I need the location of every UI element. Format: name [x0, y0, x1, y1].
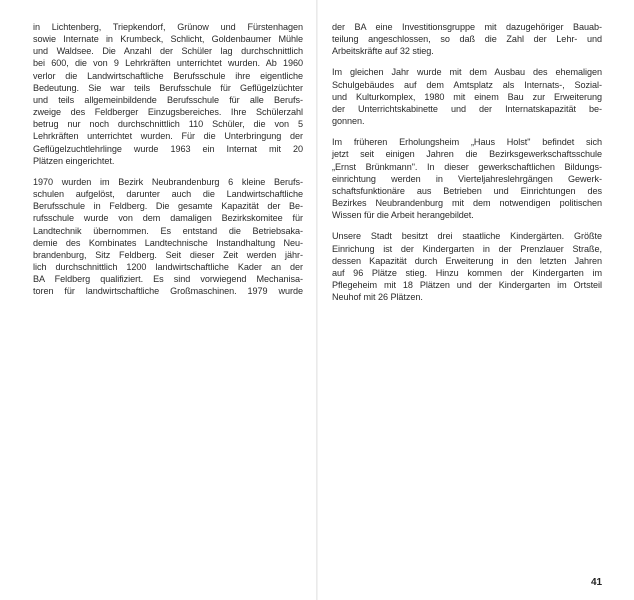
text-line: schaftsfunktionäre aus Betrieben und Einrichtungen des: [332, 185, 602, 196]
page-fold: [316, 0, 318, 600]
text-line: zweige des Feldberger Einzugsbereiches. Ihre Schülerzahl: [33, 107, 303, 118]
text-line: Einrichung ist der Kindergarten in der Prenzlauer Straße,: [332, 243, 602, 254]
text-line: rufsschule wurde von dem damaligen Bezirkskomitee für: [33, 213, 303, 224]
text-line: Plätzen eingerichtet.: [33, 155, 115, 166]
text-line: brandenburg, Sitz Feldberg. Seit dieser Zeit werden jähr-: [33, 249, 303, 260]
text-line: Bedeutung. Sie war teils Berufsschule für Geflügelzüchter: [33, 82, 303, 93]
text-line: lich durchschnittlich 1200 landwirtschaftliche Kader an der: [33, 261, 303, 272]
text-line: gonnen.: [332, 116, 365, 127]
text-line: in Lichtenberg, Triepkendorf, Grünow und Fürstenhagen: [33, 22, 303, 32]
text-line: Arbeitskräfte auf 32 stieg.: [332, 46, 434, 57]
text-line: „Ernst Brünkmann". In dieser gewerkschaftlichen Bildungs-: [332, 161, 602, 172]
text-line: Landtechnik übernommen. Es entstand die Betriebsaka-: [33, 225, 303, 236]
text-line: Berufsschule in Feldberg. Die gesamte Kapazität der Be-: [33, 201, 303, 212]
text-line: betrug nur noch durchschnittlich 110 Schüler, die von 5: [33, 119, 303, 130]
text-line: verlor die Landwirtschaftliche Berufsschule ihre eigentliche: [33, 70, 303, 81]
text-line: demie des Kombinates Landtechnische Instandhaltung Neu-: [33, 237, 303, 248]
text-line: der Unterrichtskabinette und der Internatskapazität be-: [332, 103, 602, 114]
text-line: Lehrkräften unterrichtet wurden. Für die Unterbringung der: [33, 131, 303, 142]
text-line: Wissen für die Arbeit herangebildet.: [332, 210, 474, 221]
text-line: Im gleichen Jahr wurde mit dem Ausbau des ehemaligen: [332, 67, 602, 78]
paragraph-internate-berufsschule: [33, 21, 303, 167]
paragraph-gewerkschaftsschule: [332, 136, 602, 221]
text-line: toren für landwirtschaftliche Großmaschinen. 1979 wurde: [33, 286, 303, 297]
text-line: und teils allgemeinbildende Berufsschule für alle Berufs-: [33, 94, 303, 105]
paragraph-schulgebaeude: [332, 66, 602, 127]
text-line: der BA eine Investitionsgruppe mit dazugehöriger Bauab-: [332, 22, 602, 32]
text-line: sowie Internate in Krumbeck, Schlicht, Goldenbaumer Mühle: [33, 34, 303, 45]
page-number: 41: [591, 577, 603, 588]
text-line: einrichtung werden in Vierteljahreslehrgängen Gewerk-: [332, 173, 602, 184]
paragraph-kindergaerten: [332, 230, 602, 303]
paragraph-investitionsgruppe: [332, 21, 602, 57]
text-line: bei 600, die von 9 Lehrkräften unterrichtet wurden. Ab 1960: [33, 58, 303, 69]
text-line: auf 96 Plätze stieg. Hinzu kommen der Kindergarten im: [332, 267, 602, 278]
right-column: [332, 21, 602, 312]
text-line: Unsere Stadt besitzt drei staatliche Kindergärten. Größte: [332, 231, 602, 242]
left-column: [33, 21, 303, 306]
paragraph-betriebsakademie: [33, 176, 303, 298]
text-line: jetzt seit einigen Jahren die Bezirksgewerkschaftsschule: [332, 149, 602, 160]
text-line: teilung angeschlossen, so daß die Zahl der Lehr- und: [332, 34, 602, 45]
text-line: und Waldsee. Die Anzahl der Schüler lag durchschnittlich: [33, 46, 303, 57]
text-line: Neuhof mit 26 Plätzen.: [332, 292, 423, 303]
text-line: dessen Kapazität durch Erweiterung in den letzten Jahren: [332, 255, 602, 266]
text-line: Im früheren Erholungsheim „Haus Holst" befindet sich: [332, 137, 602, 148]
text-line: Bezirkes Neubrandenburg mit dem notwendigen politischen: [332, 198, 602, 209]
text-line: und Kulturkomplex, 1980 mit einem Bau zur Erweiterung: [332, 91, 602, 102]
text-line: schulen aufgelöst, darunter auch die Landwirtschaftliche: [33, 189, 303, 200]
text-line: Pflegeheim mit 18 Plätzen und der Kindergarten im Ortsteil: [332, 279, 602, 290]
text-line: Schulgebäudes auf dem Amtsplatz als Internats-, Sozial-: [332, 79, 602, 90]
text-line: BA Feldberg qualifiziert. Es sind vorwiegend Mechanisa-: [33, 274, 303, 285]
text-line: 1970 wurden im Bezirk Neubrandenburg 6 kleine Berufs-: [33, 176, 303, 187]
text-line: Geflügelzuchtlehrlinge wurde 1963 ein Internat mit 20: [33, 143, 303, 154]
